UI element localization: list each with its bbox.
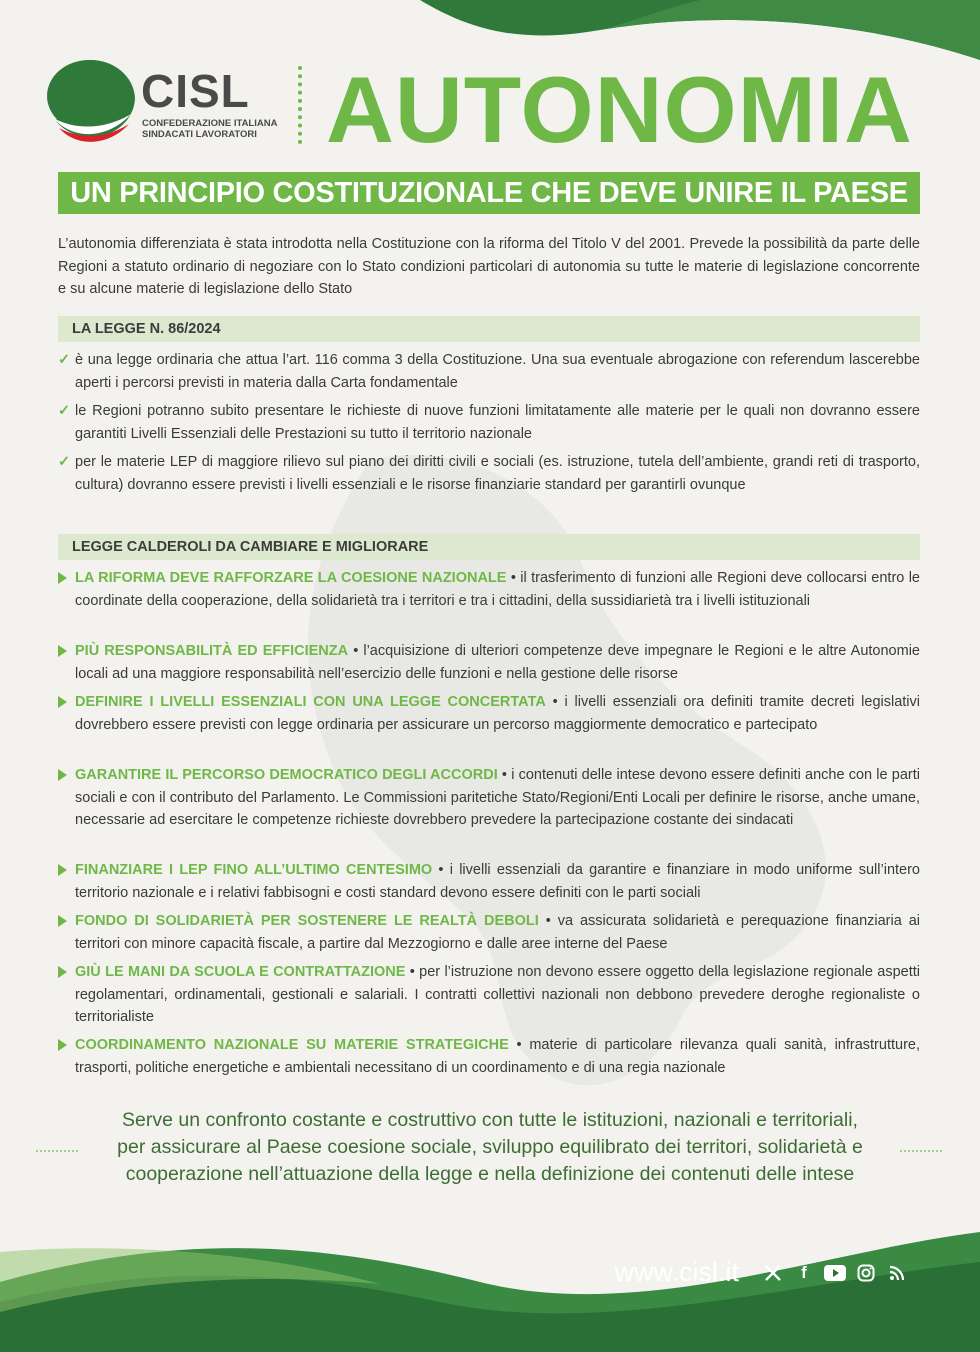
legge-list-item xyxy=(58,400,920,445)
page-title: AUTONOMIA xyxy=(326,57,913,162)
check-icon: ✓ xyxy=(58,403,71,419)
item-text: • i livelli essenziali da garantire e finanziare in modo uniforme sull’intero territorio nazionale e i relativi fabbisogni e costi standard devono essere definiti con le parti sociali xyxy=(75,862,920,901)
legge-list-item xyxy=(58,451,920,496)
calderoli-list-item xyxy=(58,764,920,832)
check-icon: ✓ xyxy=(58,352,71,368)
calderoli-list-item xyxy=(58,910,920,955)
intro-paragraph: L’autonomia differenziata è stata introdotta nella Costituzione con la riforma del Titolo V del 2001. Prevede la possibilità da parte delle Regioni a statuto ordinario di negoziare con lo Stato condizioni particolari di autonomia su tutte le materie di legislazione concorrente e su alcune materie di legislazione dello Stato xyxy=(58,236,920,297)
closing-line: per assicurare al Paese coesione sociale, sviluppo equilibrato dei territori, solidarietà e xyxy=(117,1136,863,1158)
org-subtitle xyxy=(142,118,277,140)
triangle-bullet-icon xyxy=(58,691,74,716)
rss-icon[interactable] xyxy=(886,1262,908,1284)
triangle-bullet-icon xyxy=(58,640,74,665)
triangle-bullet-icon xyxy=(58,1034,74,1059)
org-subtitle-line1: CONFEDERAZIONE ITALIANA xyxy=(142,118,278,129)
triangle-bullet-icon xyxy=(58,961,74,986)
item-heading: FONDO DI SOLIDARIETÀ PER SOSTENERE LE REALTÀ DEBOLI xyxy=(75,913,539,929)
calderoli-list-item xyxy=(58,859,920,904)
triangle-bullet-icon xyxy=(58,910,74,935)
section-title-calderoli: LEGGE CALDEROLI DA CAMBIARE E MIGLIORARE xyxy=(58,534,920,560)
triangle-bullet-icon xyxy=(58,859,74,884)
calderoli-list-item xyxy=(58,1034,920,1079)
item-heading: COORDINAMENTO NAZIONALE SU MATERIE STRATEGICHE xyxy=(75,1037,509,1053)
calderoli-list-item xyxy=(58,961,920,1029)
item-heading: FINANZIARE I LEP FINO ALL’ULTIMO CENTESIMO xyxy=(75,862,433,878)
x-icon[interactable] xyxy=(762,1262,784,1284)
subtitle-banner: UN PRINCIPIO COSTITUZIONALE CHE DEVE UNIRE IL PAESE xyxy=(58,172,920,214)
item-text: • i livelli essenziali ora definiti tramite decreti legislativi dovrebbero essere previsti con legge ordinaria per assicurare un percorso maggiormente democratico e partecipato xyxy=(75,694,920,733)
calderoli-list-item xyxy=(58,640,920,685)
org-subtitle-line2: SINDACATI LAVORATORI xyxy=(142,129,257,140)
closing-line: cooperazione nell’attuazione della legge e nella definizione dei contenuti delle intese xyxy=(125,1163,855,1185)
legge-item-text: per le materie LEP di maggiore rilievo sul piano dei diritti civili e sociali (es. istruzione, tutela dell’ambiente, grandi reti di trasporto, cultura) dovranno essere previsti i livelli essenziali e le risorse finanziarie standard per garantirli ovunque xyxy=(75,454,920,493)
closing-line: Serve un confronto costante e costruttivo con tutte le istituzioni, nazionali e territoriali, xyxy=(122,1109,858,1131)
triangle-bullet-icon xyxy=(58,764,74,789)
website-link[interactable]: www.cisl.it xyxy=(614,1257,739,1287)
footer xyxy=(614,1257,908,1288)
triangle-bullet-icon xyxy=(58,567,74,592)
cisl-logo xyxy=(45,58,295,148)
item-heading: PIÙ RESPONSABILITÀ ED EFFICIENZA xyxy=(75,643,349,659)
item-text: • l’acquisizione di ulteriori competenze deve impegnare le Regioni e le altre Autonomie locali ad una maggiore responsabilità nell’esercizio delle funzioni e nella gestione delle risorse xyxy=(75,643,920,682)
calderoli-list-item xyxy=(58,691,920,736)
item-heading: DEFINIRE I LIVELLI ESSENZIALI CON UNA LEGGE CONCERTATA xyxy=(75,694,546,710)
item-text: • il trasferimento di funzioni alle Regioni deve collocarsi entro le coordinate della cooperazione, della solidarietà tra i territori e tra i cittadini, della sussidiarietà tra i livelli istituzionali xyxy=(75,570,920,609)
item-heading: GARANTIRE IL PERCORSO DEMOCRATICO DEGLI ACCORDI xyxy=(75,767,498,783)
legge-item-text: è una legge ordinaria che attua l’art. 116 comma 3 della Costituzione. Una sua eventuale abrogazione con referendum lascerebbe aperti i percorsi previsti in materia dalla Carta fondamentale xyxy=(75,352,920,391)
cisl-logo-mark-icon xyxy=(45,58,137,142)
legge-item-text: le Regioni potranno subito presentare le richieste di nuove funzioni limitatamente alle materie per le quali non dovranno essere garantiti Livelli Essenziali delle Prestazioni su tutto il territorio nazionale xyxy=(75,403,920,442)
section-title-legge: LA LEGGE N. 86/2024 xyxy=(58,316,920,342)
item-heading: GIÙ LE MANI DA SCUOLA E CONTRATTAZIONE xyxy=(75,964,406,980)
check-icon: ✓ xyxy=(58,454,71,470)
instagram-icon[interactable] xyxy=(855,1262,877,1284)
item-text: • va assicurata solidarietà e perequazione finanziaria ai territori con minore capacità fiscale, a partire dal Mezzogiorno e dalle aree interne del Paese xyxy=(75,913,920,952)
org-name: CISL xyxy=(141,65,250,117)
calderoli-list-item xyxy=(58,567,920,612)
item-text: • materie di particolare rilevanza quali sanità, infrastrutture, trasporti, politiche energetiche e ambientali necessitano di un coordinamento e di una regia nazionale xyxy=(75,1037,920,1076)
closing-right-rule xyxy=(900,1150,942,1152)
header-dotted-separator xyxy=(298,66,302,144)
closing-statement xyxy=(80,1107,900,1188)
item-text: • i contenuti delle intese devono essere definiti anche con le parti sociali e con il contributo del Parlamento. Le Commissioni paritetiche Stato/Regioni/Enti Locali per definire le risorse, anche umane, necessarie ad esercitare le competenze richieste dovrebbero prevedere la partecipazione costante dei sindacati xyxy=(75,767,920,828)
item-text: • per l’istruzione non devono essere oggetto della legislazione regionale aspetti regolamentari, ordinamentali, gestionali e salariali. I contratti collettivi nazionali non debbono prevedere deroghe regionaliste o territorialiste xyxy=(75,964,920,1025)
youtube-icon[interactable] xyxy=(824,1262,846,1284)
legge-list-item xyxy=(58,349,920,394)
facebook-icon[interactable]: f xyxy=(801,1262,807,1282)
item-heading: LA RIFORMA DEVE RAFFORZARE LA COESIONE NAZIONALE xyxy=(75,570,507,586)
closing-left-rule xyxy=(36,1150,78,1152)
